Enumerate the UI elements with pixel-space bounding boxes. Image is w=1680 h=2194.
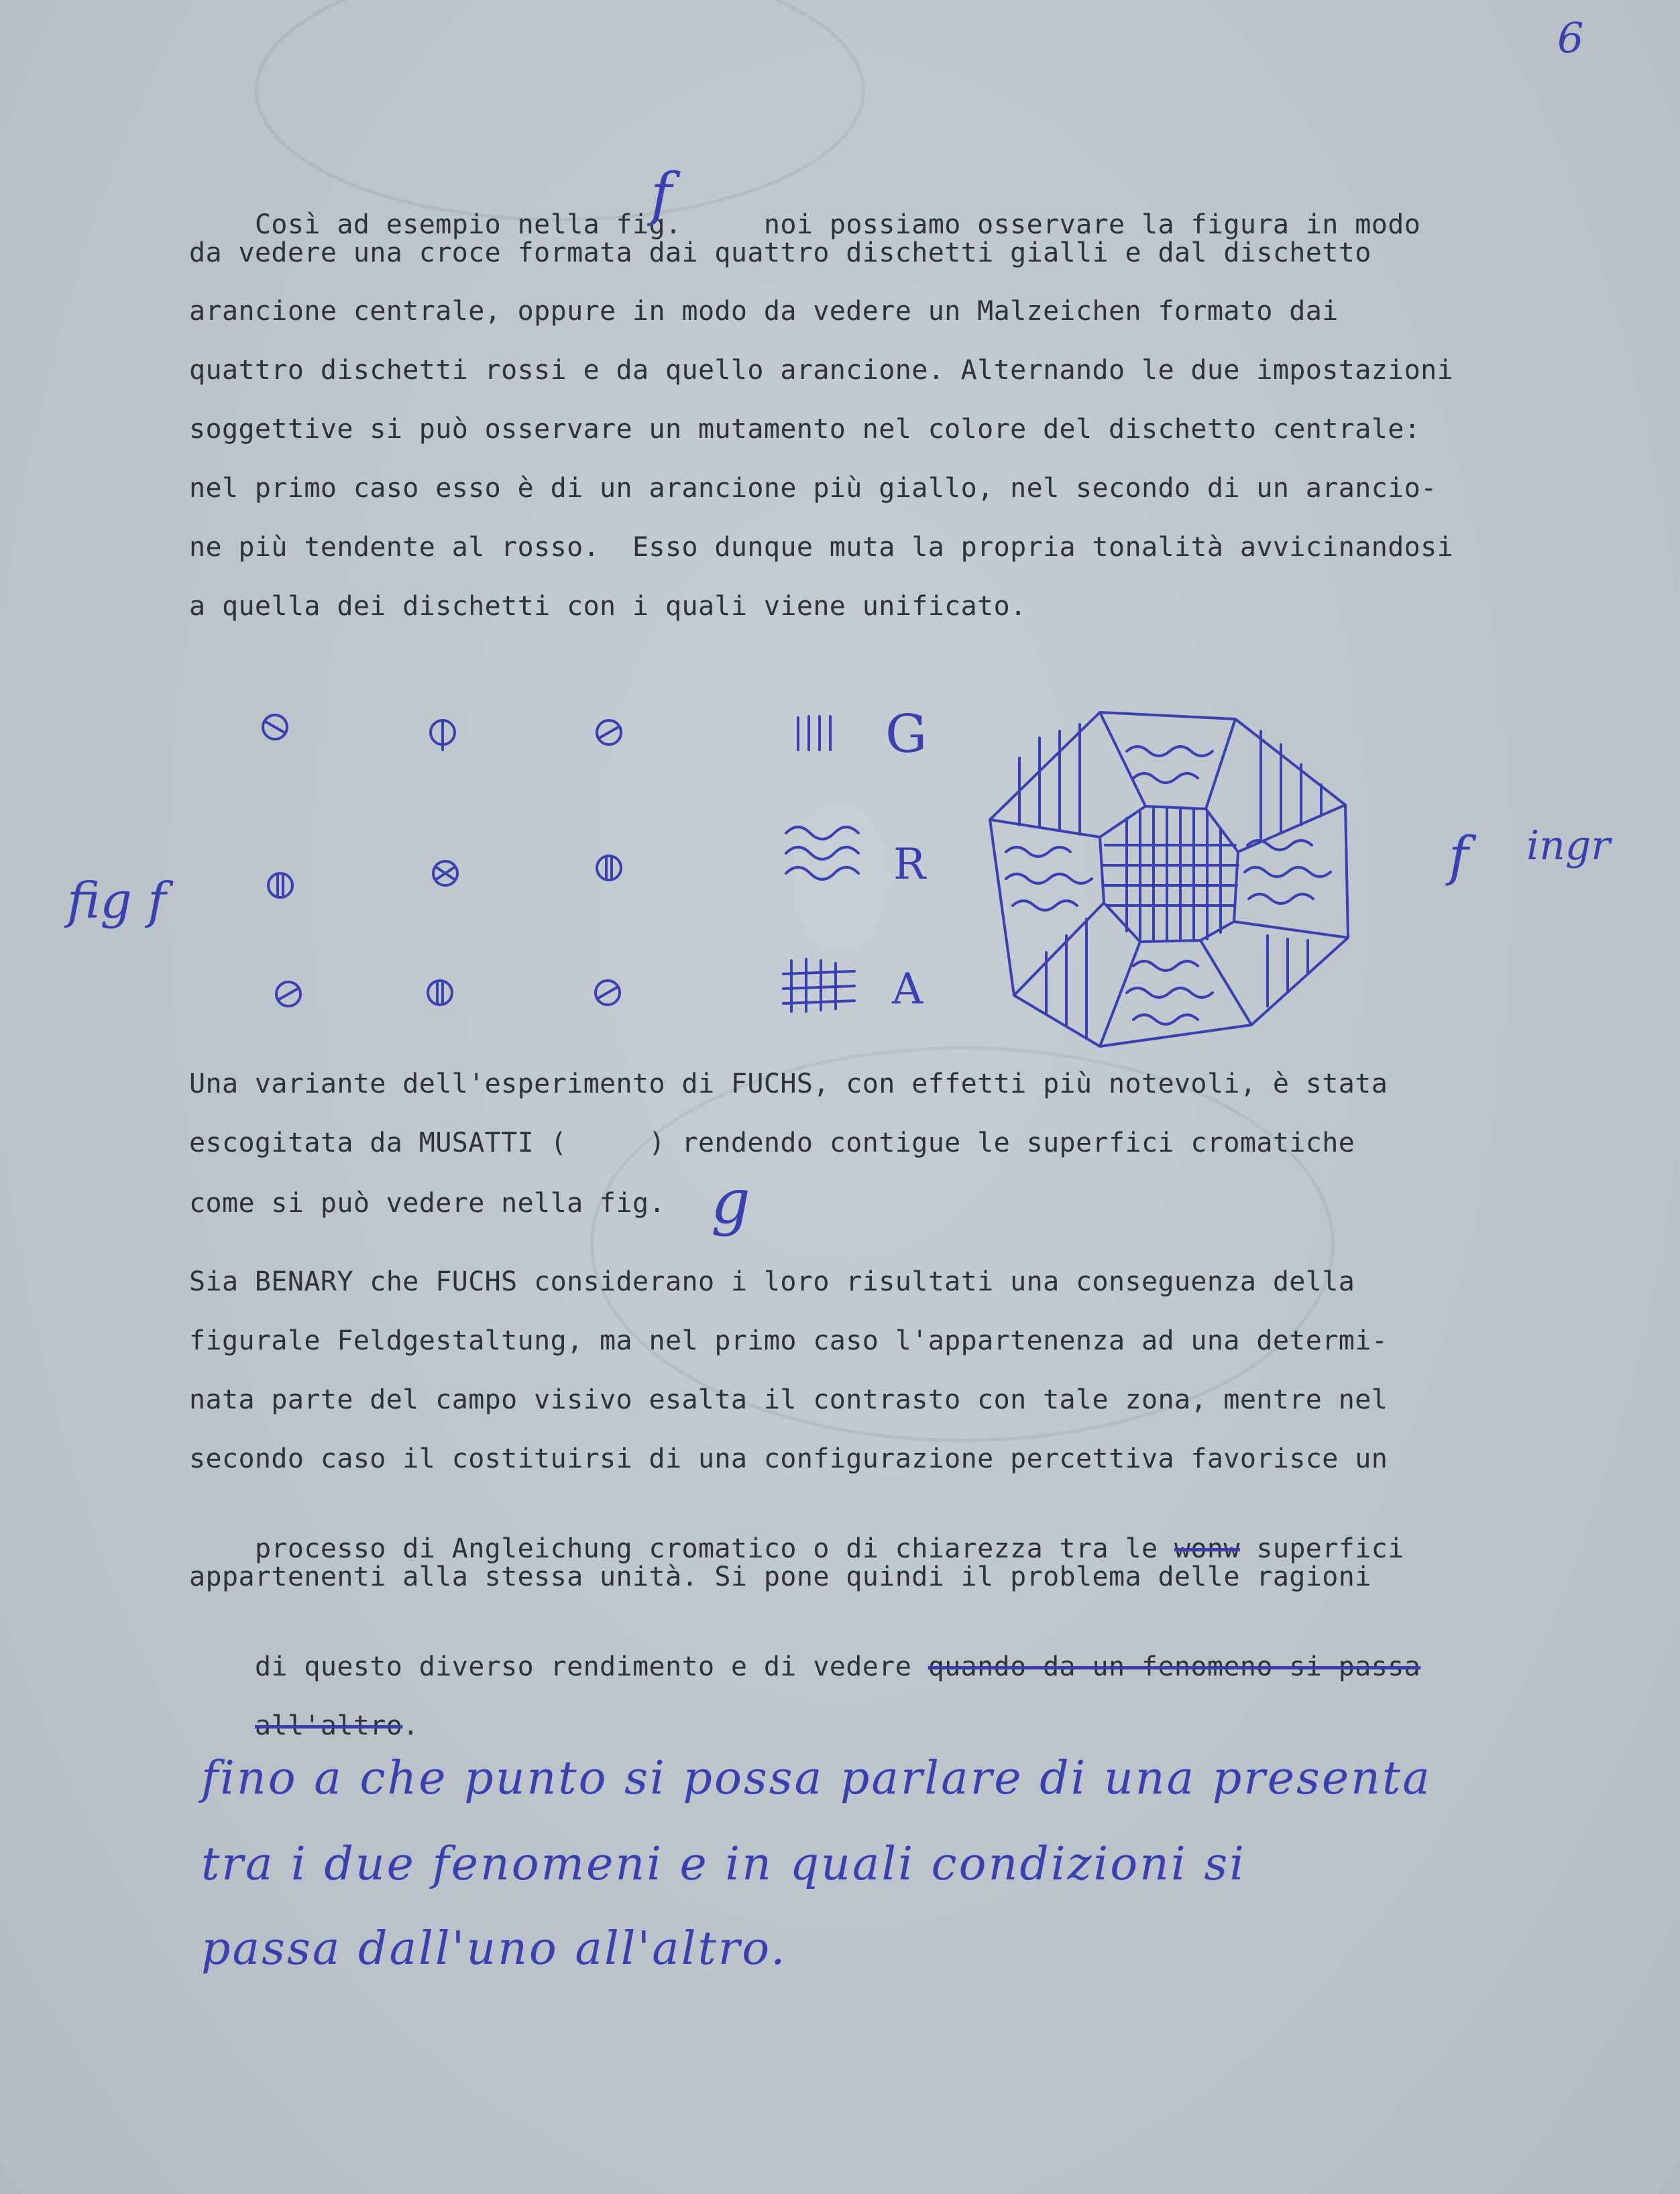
struck-word: wonw [1174,1533,1240,1564]
para2-line1: Una variante dell'esperimento di FUCHS, con effetti più notevoli, è stata [189,1068,1388,1099]
disc [428,981,452,1005]
para3-line4: secondo caso il costituirsi di una configurazione percettiva favorisce un [189,1443,1388,1474]
para3-line7: di questo diverso rendimento e di vedere quando da un fenomeno si passa [254,1651,1421,1682]
disc [263,715,287,739]
legend-grid-icon [783,959,854,1011]
legend-label-g: G [885,704,928,765]
legend-label-a: A [892,965,923,1014]
handwritten-line3: passa dall'uno all'altro. [201,1922,787,1975]
para3-line5: processo di Angleichung cromatico o di chiarezza tra le wonw superfici [254,1533,1404,1564]
para3-line3: nata parte del campo visivo esalta il contrasto con tale zona, mentre nel [189,1384,1388,1415]
disc [431,720,455,750]
para1-line8: a quella dei dischetti con i quali viene unificato. [189,591,1027,622]
legend-vertical-lines-icon [798,716,830,750]
disc-grid [263,715,621,1006]
fig-ref-f: f [651,161,672,228]
handwritten-line2: tra i due fenomeni e in quali condizioni si [201,1838,1246,1891]
figure-label-right-2: ingr [1526,822,1610,869]
disc [596,981,620,1005]
octagon-figure [990,712,1348,1046]
struck-phrase-2: all'altro [254,1710,403,1741]
figure-label-right: f [1449,825,1469,887]
legend-waves-icon [786,827,858,879]
disc [597,720,621,745]
para1-line5: soggettive si può osservare un mutamento nel colore del dischetto centrale: [189,414,1421,445]
para1-line1: Così ad esempio nella fig. noi possiamo osservare la figura in modo [254,209,1421,240]
handwritten-line1: fino a che punto si possa parlare di una presenta [201,1752,1432,1805]
para1-line4: quattro dischetti rossi e da quello arancione. Alternando le due impostazioni [189,355,1454,386]
page-number: 6 [1557,13,1584,62]
disc [597,856,621,880]
disc [433,861,457,885]
disc [268,873,292,897]
figure-label-left: fig f [67,872,166,930]
para3-line8: all'altro. [254,1710,419,1741]
para1-line3: arancione centrale, oppure in modo da vedere un Malzeichen formato dai [189,296,1339,327]
disc [276,982,300,1006]
para1-line6: nel primo caso esso è di un arancione più giallo, nel secondo di un arancio- [189,473,1437,504]
struck-phrase: quando da un fenomeno si passa [928,1651,1421,1682]
para1-line2: da vedere una croce formata dai quattro dischetti gialli e dal dischetto [189,237,1371,268]
para3-line6: appartenenti alla stessa unità. Si pone quindi il problema delle ragioni [189,1561,1371,1592]
para2-line3: come si può vedere nella fig. [189,1188,665,1219]
fig-ref-g: g [711,1166,750,1238]
para3-line1: Sia BENARY che FUCHS considerano i loro risultati una conseguenza della [189,1266,1355,1297]
para1-line7: ne più tendente al rosso. Esso dunque muta la propria tonalità avvicinandosi [189,532,1454,563]
para3-line2: figurale Feldgestaltung, ma nel primo caso l'appartenenza ad una determi- [189,1325,1388,1356]
legend-label-r: R [893,840,926,889]
para2-line2: escogitata da MUSATTI ( ) rendendo contigue le superfici cromatiche [189,1128,1355,1158]
